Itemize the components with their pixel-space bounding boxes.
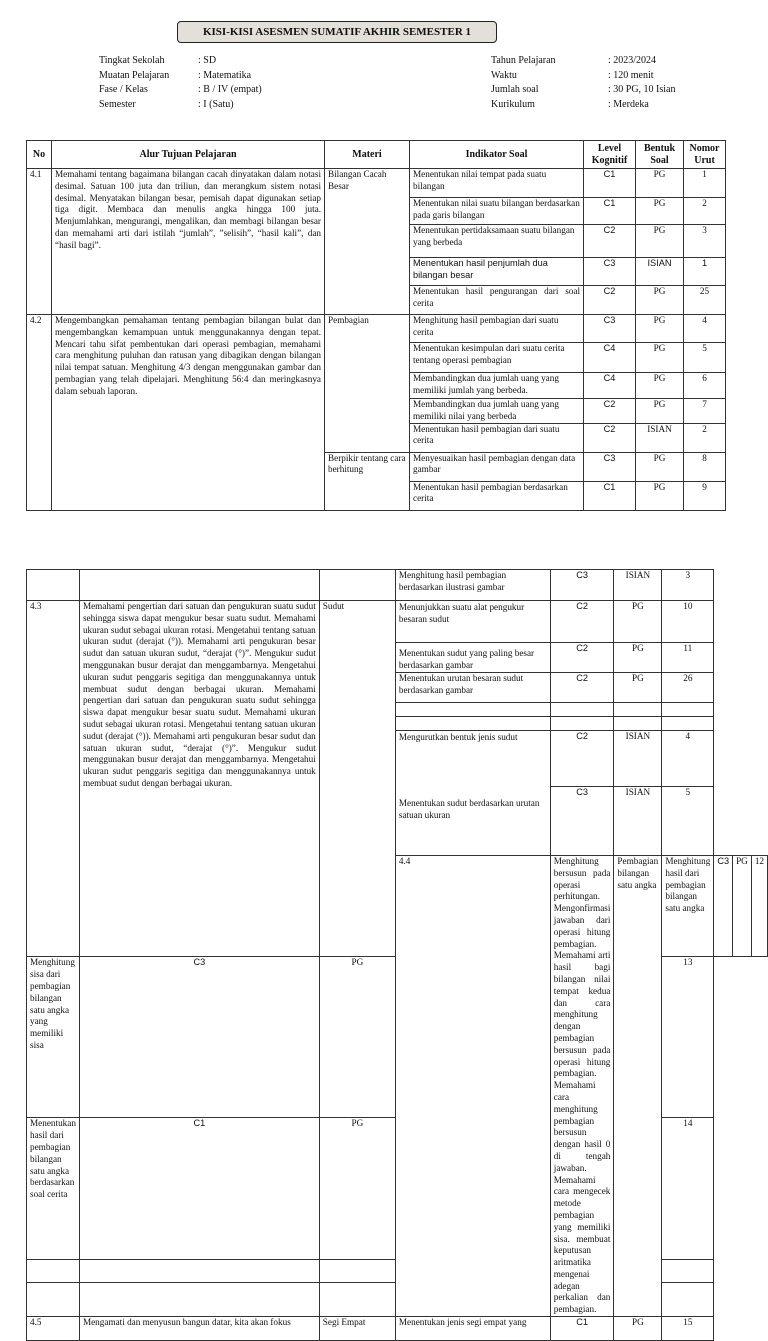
indikator-cell	[395, 731, 550, 856]
bentuk-cell: PG	[636, 452, 684, 481]
level-cell	[550, 717, 614, 731]
bentuk-cell: PG	[614, 601, 662, 643]
header-bentuk: Bentuk Soal	[636, 141, 684, 169]
bentuk-cell	[319, 1283, 395, 1317]
level-cell: C3	[550, 787, 614, 856]
bentuk-cell: PG	[319, 957, 395, 1118]
kisi-table-page2	[26, 569, 768, 1341]
bentuk-cell: PG	[614, 643, 662, 673]
info-value: : Merdeka	[608, 98, 649, 110]
row-number	[27, 570, 80, 601]
nomor-cell	[662, 1283, 714, 1317]
nomor-cell: 4	[662, 731, 714, 787]
atp-text	[79, 570, 319, 601]
indikator-cell: Menghitung hasil pembagian berdasarkan ilustrasi gambar	[395, 570, 550, 601]
nomor-cell: 5	[684, 343, 726, 373]
info-value: : 30 PG, 10 Isian	[608, 84, 676, 95]
nomor-cell: 5	[662, 787, 714, 856]
level-cell: C3	[550, 570, 614, 601]
header-indikator: Indikator Soal	[410, 141, 584, 169]
bentuk-cell: PG	[733, 856, 752, 957]
indikator-cell: Menunjukkan suatu alat pengukur besaran sudut	[395, 601, 550, 643]
nomor-cell: 26	[662, 673, 714, 703]
row-number: 4.2	[27, 315, 52, 511]
materi-cell: Pembagian	[325, 315, 410, 453]
info-right-values	[608, 54, 676, 112]
row-number: 4.1	[27, 169, 52, 315]
level-cell: C1	[79, 1118, 319, 1259]
level-cell: C2	[584, 225, 636, 258]
row-number: 4.5	[27, 1317, 80, 1341]
atp-text: Memahami pengertian dari satuan dan pengukuran suatu sudut sehingga siswa dapat mengukur besar suatu sudut. Memahami ukuran sudut sebagai ukuran rotasi. Mengetahui tentang satuan ukuran sudut (derajat (°)). Memahami arti pengukuran besar sudut dan satuan ukuran sudut, “derajat (°)”. Mengukur sudut menggunakan busur derajat dan menggambarnya. Mengetahui ukuran sudut penggaris segitiga dan menggunakannya untuk membuat sudut dengan berbagai ukuran. Memahami pengertian dari satuan dan pengukuran suatu sudut sehingga siswa dapat mengukur besar suatu sudut. Memahami ukuran sudut sebagai ukuran rotasi. Mengetahui tentang satuan ukuran sudut (derajat (°)). Memahami arti pengukuran besar sudut dan satuan ukuran sudut, “derajat (°)”. Mengukur sudut menggunakan busur derajat dan menggambarnya. Mengetahui ukuran sudut penggaris segitiga dan menggunakannya untuk membuat sudut dengan berbagai ukuran.	[79, 601, 319, 957]
bentuk-cell: PG	[319, 1118, 395, 1259]
info-label: Jumlah soal	[491, 84, 539, 95]
nomor-cell: 9	[684, 481, 726, 510]
info-label: Tahun Pelajaran	[491, 55, 556, 66]
indikator-cell: Membandingkan dua jumlah uang yang memiliki jumlah yang berbeda.	[410, 373, 584, 399]
header-level: Level Kognitif	[584, 141, 636, 169]
nomor-cell	[662, 1259, 714, 1283]
nomor-cell: 1	[684, 169, 726, 198]
table-row	[27, 1317, 768, 1341]
materi-cell: Berpikir tentang cara berhitung	[325, 452, 410, 510]
bentuk-cell: ISIAN	[614, 731, 662, 787]
bentuk-cell: ISIAN	[636, 423, 684, 452]
indikator-cell: Menentukan kesimpulan dari suatu cerita tentang operasi pembagian	[410, 343, 584, 373]
table-header-row	[27, 141, 726, 169]
level-cell: C1	[584, 169, 636, 198]
info-value: : I (Satu)	[198, 98, 234, 110]
level-cell: C1	[584, 481, 636, 510]
indikator-cell: Menentukan hasil pembagian berdasarkan cerita	[410, 481, 584, 510]
indikator-cell: Membandingkan dua jumlah uang yang memiliki nilai yang berbeda	[410, 399, 584, 424]
bentuk-cell: PG	[614, 673, 662, 703]
nomor-cell: 11	[662, 643, 714, 673]
materi-cell: Bilangan Cacah Besar	[325, 169, 410, 315]
level-cell: C3	[584, 258, 636, 286]
info-value: : 2023/2024	[608, 55, 657, 66]
header-no: No	[27, 141, 52, 169]
header-materi: Materi	[325, 141, 410, 169]
nomor-cell: 14	[662, 1118, 714, 1259]
info-label: Muatan Pelajaran	[99, 69, 170, 81]
table-row	[27, 169, 726, 198]
indikator-cell	[27, 1283, 80, 1317]
nomor-cell: 12	[751, 856, 767, 957]
info-right-labels	[491, 54, 556, 112]
kisi-table-page1	[26, 140, 726, 511]
bentuk-cell: PG	[636, 169, 684, 198]
info-value: : SD	[198, 55, 217, 66]
indikator-cell: Menentukan nilai suatu bilangan berdasarkan pada garis bilangan	[410, 198, 584, 225]
nomor-cell: 1	[684, 258, 726, 286]
nomor-cell: 15	[662, 1317, 714, 1341]
indikator-cell: Menentukan nilai tempat pada suatu bilangan	[410, 169, 584, 198]
level-cell: C1	[550, 1317, 614, 1341]
bentuk-cell: PG	[636, 286, 684, 315]
level-cell: C1	[584, 198, 636, 225]
info-label: Fase / Kelas	[99, 84, 148, 95]
bentuk-cell: PG	[636, 399, 684, 424]
indikator-text: Mengurutkan bentuk jenis sudut	[398, 732, 518, 742]
info-label: Tingkat Sekolah	[99, 55, 165, 66]
bentuk-cell	[614, 703, 662, 717]
indikator-cell: Menentukan hasil penjumlah dua bilangan besar	[410, 258, 584, 286]
indikator-cell: Menentukan urutan besaran sudut berdasarkan gambar	[395, 673, 550, 703]
materi-cell	[319, 570, 395, 601]
level-cell: C2	[584, 423, 636, 452]
indikator-cell: Menghitung sisa dari pembagian bilangan satu angka yang memiliki sisa	[27, 957, 80, 1118]
level-cell: C3	[584, 452, 636, 481]
nomor-cell: 25	[684, 286, 726, 315]
level-cell: C3	[584, 315, 636, 343]
indikator-cell	[27, 1259, 80, 1283]
indikator-cell: Menentukan hasil pembagian dari suatu cerita	[410, 423, 584, 452]
nomor-cell: 13	[662, 957, 714, 1118]
nomor-cell: 3	[662, 570, 714, 601]
bentuk-cell: ISIAN	[636, 258, 684, 286]
header-nomor: Nomor Urut	[684, 141, 726, 169]
info-label: Kurikulum	[491, 98, 535, 110]
bentuk-cell: PG	[636, 373, 684, 399]
bentuk-cell	[614, 717, 662, 731]
bentuk-cell: ISIAN	[614, 570, 662, 601]
indikator-cell: Menyesuaikan hasil pembagian dengan data gambar	[410, 452, 584, 481]
bentuk-cell: PG	[636, 481, 684, 510]
materi-cell: Pembagian bilangan satu angka	[614, 856, 662, 1317]
bentuk-cell	[319, 1259, 395, 1283]
nomor-cell	[662, 717, 714, 731]
info-left-values	[198, 54, 262, 112]
bentuk-cell: PG	[636, 315, 684, 343]
level-cell: C2	[550, 601, 614, 643]
bentuk-cell: PG	[614, 1317, 662, 1341]
level-cell	[79, 1259, 319, 1283]
level-cell: C2	[550, 673, 614, 703]
nomor-cell: 6	[684, 373, 726, 399]
nomor-cell: 10	[662, 601, 714, 643]
level-cell: C3	[79, 957, 319, 1118]
table-row	[27, 315, 726, 343]
nomor-cell: 8	[684, 452, 726, 481]
info-left-labels	[99, 54, 169, 112]
level-cell	[550, 703, 614, 717]
nomor-cell	[662, 703, 714, 717]
atp-text: Menghitung bersusun pada operasi perhitungan. Mengonfirmasi jawaban dari operasi hitung pembagian. Memahami arti hasil bagi bilangan nilai tempat kedua dan cara menghitung dengan pembagian bersusun pada operasi hitung pembagian. Memahami cara menghitung pembagian bersusun dengan hasil 0 di tengah jawaban. Memahami cara mengecek metode pembagian yang memiliki sisa. membuat keputusan aritmatika mengenai adegan perkalian dan pembagian.	[550, 856, 614, 1317]
nomor-cell: 7	[684, 399, 726, 424]
bentuk-cell: PG	[636, 198, 684, 225]
atp-text: Mengamati dan menyusun bangun datar, kita akan fokus	[79, 1317, 319, 1341]
indikator-cell	[395, 717, 550, 731]
materi-cell: Sudut	[319, 601, 395, 957]
indikator-cell: Menentukan hasil dari pembagian bilangan satu angka berdasarkan soal cerita	[27, 1118, 80, 1259]
level-cell: C4	[584, 343, 636, 373]
nomor-cell: 3	[684, 225, 726, 258]
level-cell: C2	[550, 731, 614, 787]
info-value: : Matematika	[198, 69, 252, 81]
table-row	[27, 570, 768, 601]
row-number: 4.3	[27, 601, 80, 957]
info-label: Waktu	[491, 69, 517, 81]
table-row	[27, 601, 768, 643]
indikator-cell	[395, 703, 550, 717]
level-cell: C3	[714, 856, 733, 957]
level-cell: C2	[584, 399, 636, 424]
level-cell	[79, 1283, 319, 1317]
indikator-cell: Menentukan pertidaksamaan suatu bilangan yang berbeda	[410, 225, 584, 258]
nomor-cell: 2	[684, 423, 726, 452]
row-number: 4.4	[395, 856, 550, 1317]
atp-text: Mengembangkan pemahaman tentang pembagian bilangan bulat dan mengembangkan kemampuan untuk menggunakannya dengan tepat. Mencari tahu sifat pembentukan dari operasi pembagian, memahami cara menghitung puluhan dan ratusan yang dibagikan dengan bilangan nilai tempat satuan. Menghitung 4/3 dengan menggunakan gambar dan pembagian yang telah dipelajari. Menghitung 56:4 dan meringkasnya dalam sebuah laporan.	[52, 315, 325, 511]
info-value: : B / IV (empat)	[198, 84, 262, 95]
indikator-cell: Menentukan hasil pengurangan dari soal cerita	[410, 286, 584, 315]
page-title: KISI-KISI ASESMEN SUMATIF AKHIR SEMESTER 1	[177, 21, 497, 43]
indikator-cell: Menentukan jenis segi empat yang	[395, 1317, 550, 1341]
info-label: Semester	[99, 98, 136, 110]
level-cell: C4	[584, 373, 636, 399]
atp-text: Memahami tentang bagaimana bilangan cacah dinyatakan dalam notasi desimal. Satuan 100 juta dan triliun, dan merangkum sistem notasi desimal. Menyatakan bilangan besar, pemisah dapat digunakan setiap tiga digit. Membaca dan menulis angka hingga 100 juta. Menjumlahkan, mengurangi, mengalikan, dan membagi bilangan besar dan memahami arti dari istilah “jumlah”, ”selisih”, “hasil kali”, dan “hasil bagi”.	[52, 169, 325, 315]
level-cell: C2	[584, 286, 636, 315]
level-cell: C2	[550, 643, 614, 673]
indikator-cell: Menghitung hasil pembagian dari suatu cerita	[410, 315, 584, 343]
bentuk-cell: PG	[636, 225, 684, 258]
nomor-cell: 4	[684, 315, 726, 343]
indikator-cell: Menentukan sudut yang paling besar berdasarkan gambar	[395, 643, 550, 673]
indikator-cell: Menghitung hasil dari pembagian bilangan satu angka	[662, 856, 714, 957]
info-value: : 120 menit	[608, 69, 654, 81]
bentuk-cell: ISIAN	[614, 787, 662, 856]
header-atp: Alur Tujuan Pelajaran	[52, 141, 325, 169]
materi-cell: Segi Empat	[319, 1317, 395, 1341]
bentuk-cell: PG	[636, 343, 684, 373]
nomor-cell: 2	[684, 198, 726, 225]
indikator-text: Menentukan sudut berdasarkan urutan satuan ukuran	[398, 797, 540, 820]
